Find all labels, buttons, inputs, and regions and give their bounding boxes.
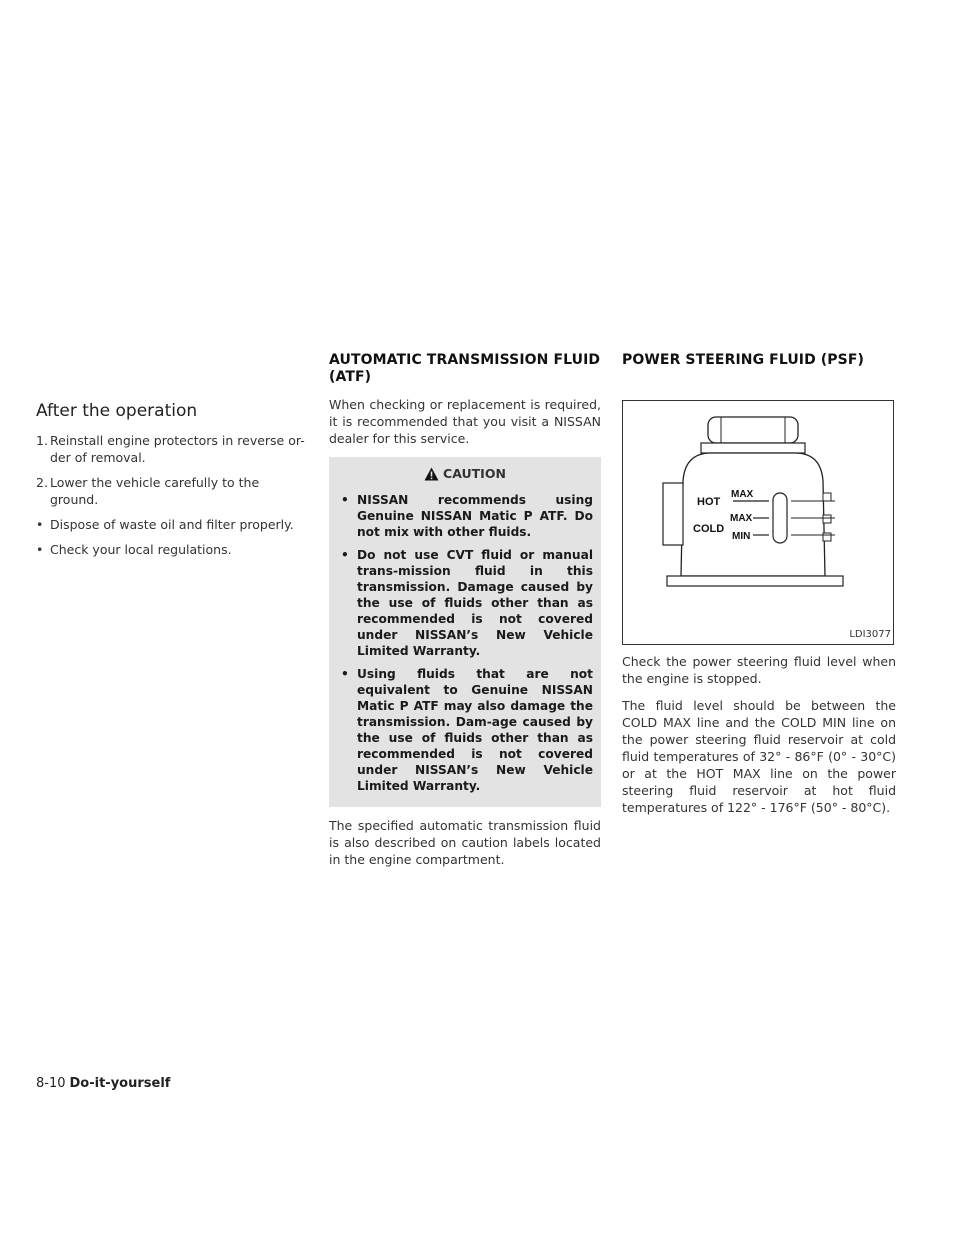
- page-number: 8-10: [36, 1076, 66, 1091]
- warning-icon: [424, 467, 439, 481]
- caution-item: • NISSAN recommends using Genuine NISSAN Matic P ATF. Do not mix with other fluids.: [341, 493, 593, 539]
- atf-section: [329, 352, 601, 878]
- after-operation-section: [36, 400, 306, 566]
- hot-max-label: MAX: [731, 489, 754, 500]
- after-operation-heading: After the operation: [36, 401, 198, 421]
- caution-item: • Using fluids that are not equivalent to Genuine NISSAN Matic P ATF may also damage the transmission. Dam-age caused by the use of fluids other than as recommended is not covered under NISSAN’s New Vehicle Limited Warranty.: [341, 667, 593, 793]
- figure-code: LDI3077: [849, 629, 891, 640]
- caution-title: CAUTION: [337, 465, 593, 482]
- steps-list: [36, 432, 306, 558]
- list-item: • Check your local regulations.: [36, 542, 232, 557]
- reservoir-illustration: [623, 401, 893, 644]
- atf-outro: The specified automatic transmission fluid is also described on caution labels located in the engine compartment.: [329, 818, 601, 867]
- caution-item: • Do not use CVT fluid or manual trans-mission fluid in this transmission. Damage caused by the use of fluids other than as recommended is not covered under NISSAN’s New Vehicle Limited Warranty.: [341, 548, 593, 658]
- caution-list: [337, 492, 593, 794]
- list-item: • Dispose of waste oil and filter properly.: [36, 517, 294, 532]
- psf-section: [622, 352, 896, 826]
- list-item: 1. Reinstall engine protectors in reverse or-der of removal.: [36, 433, 305, 465]
- list-item: 2. Lower the vehicle carefully to the ground.: [36, 475, 260, 507]
- reservoir-figure: [622, 400, 894, 645]
- page-footer: [36, 1076, 170, 1091]
- cold-label: COLD: [693, 523, 725, 535]
- psf-para-1: Check the power steering fluid level when the engine is stopped.: [622, 654, 896, 686]
- caution-box: [329, 457, 601, 807]
- atf-intro: When checking or replacement is required, it is recommended that you visit a NISSAN dealer for this service.: [329, 397, 601, 446]
- cold-max-label: MAX: [730, 513, 753, 524]
- section-name: Do-it-yourself: [69, 1076, 171, 1091]
- psf-heading: POWER STEERING FLUID (PSF): [622, 352, 865, 368]
- cold-min-label: MIN: [732, 531, 751, 542]
- atf-heading: AUTOMATIC TRANSMISSION FLUID (ATF): [329, 352, 601, 385]
- psf-para-2: The fluid level should be between the COLD MAX line and the COLD MIN line on the power steering fluid reservoir at cold fluid temperatures of 32° - 86°F (0° - 30°C) or at the HOT MAX line on the power steering fluid reservoir at hot fluid temperatures of 122° - 176°F (50° - 80°C).: [622, 698, 896, 815]
- hot-label: HOT: [697, 496, 721, 508]
